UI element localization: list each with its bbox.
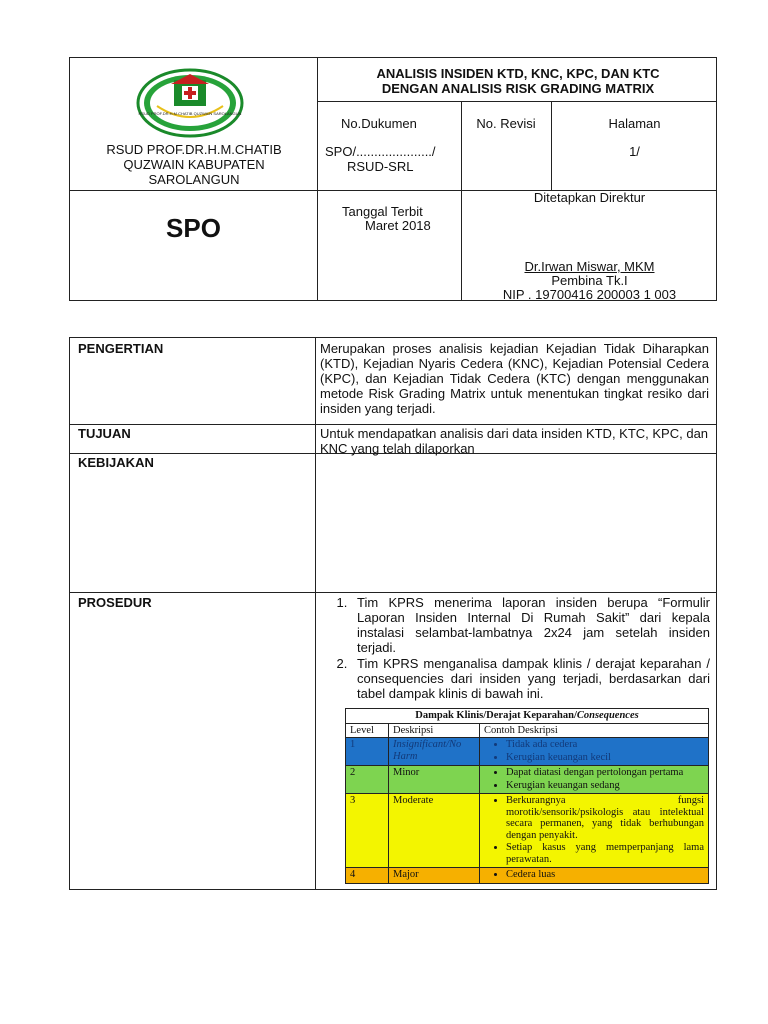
prosedur-step-2: 2. Tim KPRS menganalisa dampak klinis / derajat keparahan / consequencies dari insiden yang terjadi, berdasarkan dari tabel dampak klinis di bawah ini. xyxy=(351,656,710,701)
title-line-1: ANALISIS INSIDEN KTD, KNC, KPC, DAN KTC xyxy=(376,66,660,81)
tujuan-text: Untuk mendapatkan analisis dari data insiden KTD, KTC, KPC, dan KNC yang telah dilaporkan xyxy=(320,426,709,456)
row-3-desc: Moderate xyxy=(389,794,480,868)
title-divider xyxy=(317,101,717,102)
content-table xyxy=(69,337,717,890)
doc-number-value xyxy=(325,144,460,174)
content-divider xyxy=(315,338,316,889)
row-4-level: 4 xyxy=(346,868,389,884)
row-2-example-1: • Dapat diatasi dengan pertolongan pertama xyxy=(506,767,704,779)
logo-caption: RSUD PROF.DR.H.M.CHATIB QUZWAIN SAROLANGUN xyxy=(138,111,242,116)
impact-title-plain: Dampak Klinis/Derajat Keparahan/ xyxy=(415,710,577,721)
pengertian-text: Merupakan proses analisis kejadian Kejadian Tidak Diharapkan (KTD), Kejadian Nyaris Cedera (KNC), Kejadian Potensial Cedera (KPC), dan Kejadian Tidak Cedera (KTC) dengan menggunakan metode Risk Grading Matrix untuk menentukan tingkat resiko dari insiden yang terjadi. xyxy=(320,341,709,416)
prosedur-step-1: 1. Tim KPRS menerima laporan insiden berupa “Formulir Laporan Insiden Internal Di Rumah Sakit” dari kepala instalasi selambat-lambatnya 2x24 jam setelah insiden terjadi. xyxy=(351,595,710,655)
row-4-example-1: • Cedera luas xyxy=(506,869,704,881)
revision-label: No. Revisi xyxy=(476,116,536,131)
row-1-examples xyxy=(480,738,709,766)
tujuan-label: TUJUAN xyxy=(78,426,131,441)
impact-table-wrapper xyxy=(345,708,709,884)
kebijakan-label: KEBIJAKAN xyxy=(78,455,154,470)
row-2-desc: Minor xyxy=(389,766,480,794)
doc-number-line-2: RSUD-SRL xyxy=(347,159,414,174)
issue-date-value: Maret 2018 xyxy=(365,218,431,233)
row-1-example-1: • Tidak ada cedera xyxy=(506,739,704,751)
row-2-example-2: • Kerugian keuangan sedang xyxy=(506,780,704,792)
row-3-examples xyxy=(480,794,709,868)
prosedur-label: PROSEDUR xyxy=(78,595,152,610)
spo-label: SPO xyxy=(166,213,221,243)
director-name: Dr.Irwan Miswar, MKM xyxy=(524,259,655,274)
impact-title-italic: Consequences xyxy=(576,710,639,721)
issue-date-label: Tanggal Terbit xyxy=(342,204,423,219)
director-rank: Pembina Tk.I xyxy=(551,273,628,288)
row-2-examples xyxy=(480,766,709,794)
director-nip: NIP . 19700416 200003 1 003 xyxy=(502,287,677,302)
header-divider xyxy=(317,58,318,300)
impact-header-row xyxy=(346,723,709,738)
impact-table xyxy=(345,708,709,884)
impact-table-title xyxy=(346,709,709,724)
doc-number-line-1: SPO/...................../ xyxy=(325,144,436,159)
impact-row-4 xyxy=(346,868,709,884)
document-title xyxy=(324,66,712,96)
page-label: Halaman xyxy=(608,116,661,131)
doc-number-label: No.Dukumen xyxy=(341,116,417,131)
row-3-example-2: • Setiap kasus yang memperpanjang lama perawatan. xyxy=(506,842,704,865)
prosedur-steps xyxy=(318,595,710,702)
header-level: Level xyxy=(346,723,389,738)
row-3-level: 3 xyxy=(346,794,389,868)
title-line-2: DENGAN ANALISIS RISK GRADING MATRIX xyxy=(381,81,655,96)
row-3-example-1: • Berkurangnya fungsi morotik/sensorik/psikologis atau intelektual secara permanen, yang tidak berhubungan dengan penyakit. xyxy=(506,795,704,841)
row-4-examples xyxy=(480,868,709,884)
approved-by-label: Ditetapkan Direktur xyxy=(533,190,646,205)
row-1-example-2: • Kerugian keuangan kecil xyxy=(506,752,704,764)
pengertian-label: PENGERTIAN xyxy=(78,341,164,356)
row-1-desc: Insignificant/No Harm xyxy=(389,738,480,766)
row-line-1 xyxy=(70,424,717,425)
impact-row-2 xyxy=(346,766,709,794)
page-value: 1/ xyxy=(629,144,640,159)
row-line-3 xyxy=(70,592,717,593)
impact-row-1 xyxy=(346,738,709,766)
row-2-level: 2 xyxy=(346,766,389,794)
row-4-desc: Major xyxy=(389,868,480,884)
row-1-level: 1 xyxy=(346,738,389,766)
header-table xyxy=(69,57,717,301)
hospital-logo xyxy=(135,68,245,138)
header-contoh: Contoh Deskripsi xyxy=(480,723,709,738)
institution-name: RSUD PROF.DR.H.M.CHATIB QUZWAIN KABUPATEN SAROLANGUN xyxy=(106,142,282,187)
impact-row-3 xyxy=(346,794,709,868)
docno-divider xyxy=(461,101,462,190)
header-deskripsi: Deskripsi xyxy=(389,723,480,738)
